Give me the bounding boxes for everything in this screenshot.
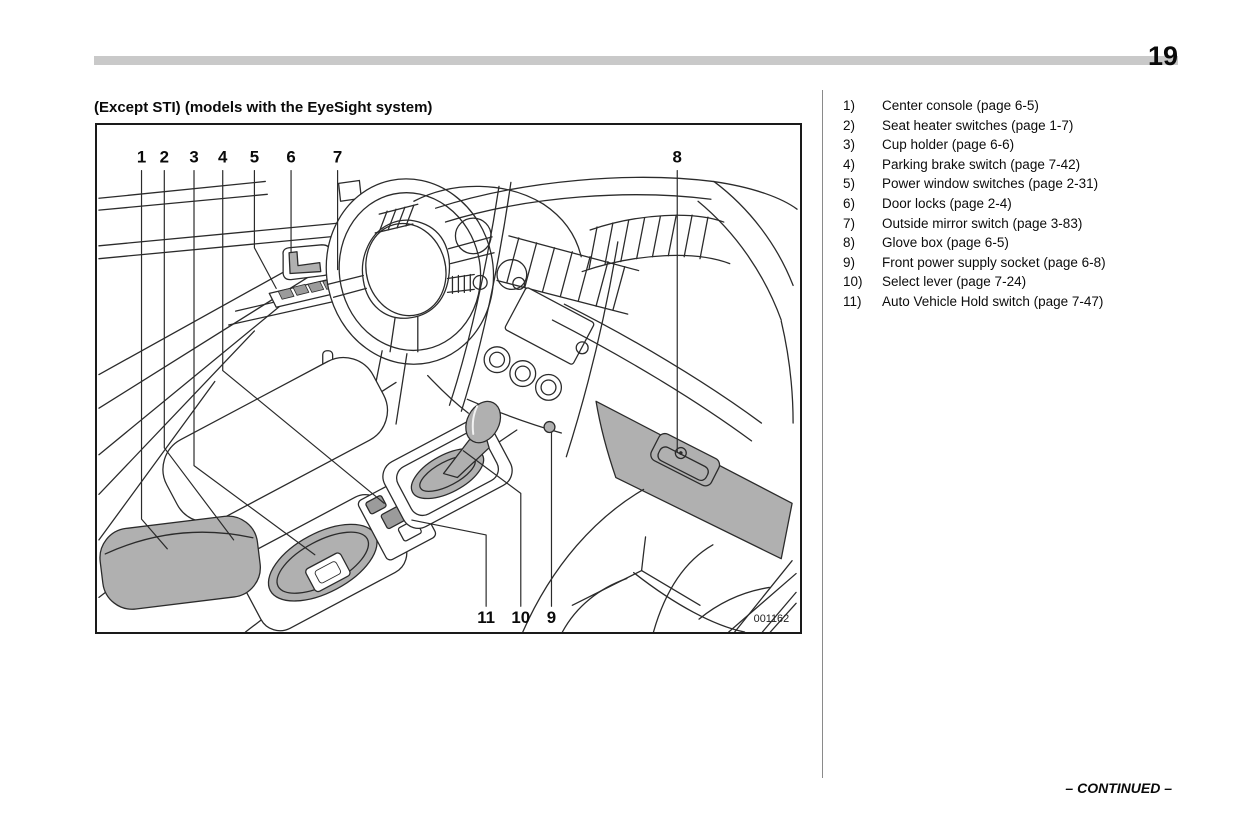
legend-item-number: 9) [843,254,856,270]
callout-11: 11 [477,608,496,628]
figure-code: 001162 [753,613,790,626]
legend-item-label: Center console (page 6-5) [882,98,1039,113]
callout-3: 3 [189,147,199,167]
legend-item [843,292,1233,312]
legend-item-label: Select lever (page 7-24) [882,274,1027,290]
legend-item [843,174,1233,194]
legend-item-label: Cup holder (page 6-6) [882,137,1015,153]
legend-item-label: Door locks (page 2-4) [882,195,1012,211]
legend-item-number: 5) [843,176,856,192]
figure-caption: (Except STI) (models with the EyeSight system) [94,99,433,116]
callout-1: 1 [136,147,147,167]
callout-10: 10 [511,608,531,628]
header-rule [94,56,1178,65]
legend-item [843,194,1233,214]
legend-item [843,116,1233,136]
legend-item-number: 8) [843,235,856,251]
door-lock-handle [283,245,331,280]
legend-item-number: 6) [843,195,856,211]
legend-item [843,214,1233,234]
interior-diagram-svg [97,125,800,632]
legend-item-label: Auto Vehicle Hold switch (page 7-47) [882,293,1104,309]
legend-item-label: Seat heater switches (page 1-7) [882,117,1074,133]
legend-item-label: Outside mirror switch (page 3-83) [882,215,1083,231]
legend-item-label: Glove box (page 6-5) [882,235,1009,251]
callout-7: 7 [332,147,343,167]
legend-item [843,272,1233,292]
legend-item-number: 3) [843,137,856,153]
callout-9: 9 [546,608,557,628]
callout-8: 8 [672,147,682,167]
legend-item-number: 10) [843,274,863,290]
legend-item-number: 1) [843,98,856,113]
legend-item [843,96,1233,116]
legend-item [843,135,1233,155]
legend-item-label: Front power supply socket (page 6-8) [882,254,1106,270]
legend-item [843,155,1233,175]
interior-diagram [95,123,802,634]
climate-knobs [484,347,561,400]
legend-item [843,253,1233,273]
legend-list [843,96,1233,312]
legend-item-number: 4) [843,156,856,172]
legend-item-number: 11) [843,293,862,309]
power-supply-socket [544,422,555,433]
glove-box [596,401,796,632]
legend-item-number: 2) [843,117,856,133]
page-number: 19 [1147,41,1178,71]
callout-5: 5 [249,147,260,167]
legend-item-number: 7) [843,215,856,231]
legend-item-label: Power window switches (page 2-31) [882,176,1099,192]
armrest [97,513,264,613]
legend-item-label: Parking brake switch (page 7-42) [882,156,1081,172]
callout-2: 2 [159,147,169,167]
callout-4: 4 [218,147,228,167]
column-divider [822,90,823,778]
continued-note: – CONTINUED – [1065,780,1172,796]
callout-6: 6 [286,147,296,167]
legend-item [843,233,1233,253]
